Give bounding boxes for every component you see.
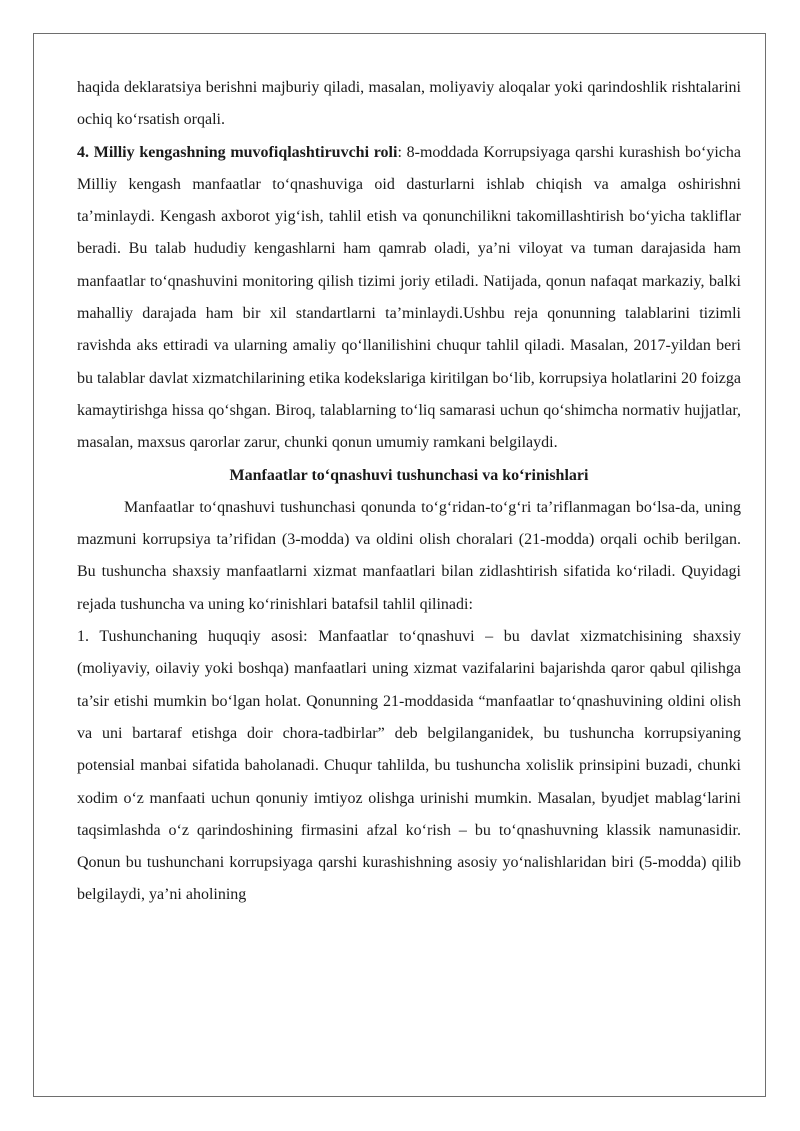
paragraph-legal-basis: 1. Tushunchaning huquqiy asosi: Manfaatlar toʻqnashuvi – bu davlat xizmatchisining shaxsiy (moliyaviy, oilaviy yoki boshqa) manfaatlari uning xizmat vazifalarini bajarishda qaror qabul qilishga ta’sir etishi mumkin boʻlgan holat. Qonunning 21-moddasida “manfaatlar toʻqnashuvining oldini olish va uni bartaraf etishga doir chora-tadbirlar” deb belgilanganidek, bu tushuncha korrupsiyaning potensial manbai sifatida baholanadi. Chuqur tahlilda, bu tushuncha xolislik prinsipini buzadi, chunki xodim oʻz manfaati uchun qonuniy imtiyoz olishga urinishi mumkin. Masalan, byudjet mablagʻlarini taqsimlashda oʻz qarindoshining firmasini afzal koʻrish – bu toʻqnashuvning klassik namunasidir. Qonun bu tushunchani korrupsiyaga qarshi kurashishning asosiy yoʻnalishlaridan biri (5-modda) qilib belgilaydi, ya’ni aholining: [77, 628, 741, 904]
paragraph-concept-intro: Manfaatlar toʻqnashuvi tushunchasi qonunda toʻgʻridan-toʻgʻri ta’riflanmagan boʻlsa-da, uning mazmuni korrupsiya ta’rifidan (3-modda) va oldini olish choralari (21-modda) orqali ochib berilgan. Bu tushuncha shaxsiy manfaatlarni xizmat manfaatlari bilan zidlashtirish sifatida koʻriladi. Quyidagi rejada tushuncha va uning koʻrinishlari batafsil tahlil qilinadi:: [77, 498, 741, 613]
paragraph-continuation: haqida deklaratsiya berishni majburiy qiladi, masalan, moliyaviy aloqalar yoki qarindoshlik rishtalarini ochiq koʻrsatish orqali.: [77, 79, 741, 129]
paragraph-lead: 4. Milliy kengashning muvofiqlashtiruvchi roli: [77, 143, 398, 161]
document-body: [77, 72, 741, 912]
section-heading: Manfaatlar toʻqnashuvi tushunchasi va koʻrinishlari: [229, 466, 589, 484]
paragraph-body: : 8-moddada Korrupsiyaga qarshi kurashish boʻyicha Milliy kengash manfaatlar toʻqnashuviga oid dasturlarni ishlab chiqish va amalga oshirishni ta’minlaydi. Kengash axborot yigʻish, tahlil etish va qonunchilikni takomillashtirish boʻyicha takliflar beradi. Bu talab hududiy kengashlarni ham qamrab oladi, ya’ni viloyat va tuman darajasida ham manfaatlar toʻqnashuvini monitoring qilish tizimi joriy etiladi. Natijada, qonun nafaqat markaziy, balki mahalliy darajada ham bir xil standartlarni ta’minlaydi.Ushbu reja qonunning talablarini tizimli ravishda aks ettiradi va ularning amaliy qoʻllanilishini chuqur tahlil qiladi. Masalan, 2017-yildan beri bu talablar davlat xizmatchilarining etika kodekslariga kiritilgan boʻlib, korrupsiya holatlarini 20 foizga kamaytirishga hissa qoʻshgan. Biroq, talablarning toʻliq samarasi uchun qoʻshimcha normativ hujjatlar, masalan, maxsus qarorlar zarur, chunki qonun umumiy ramkani belgilaydi.: [77, 143, 741, 452]
paragraph-national-council: [77, 137, 741, 460]
